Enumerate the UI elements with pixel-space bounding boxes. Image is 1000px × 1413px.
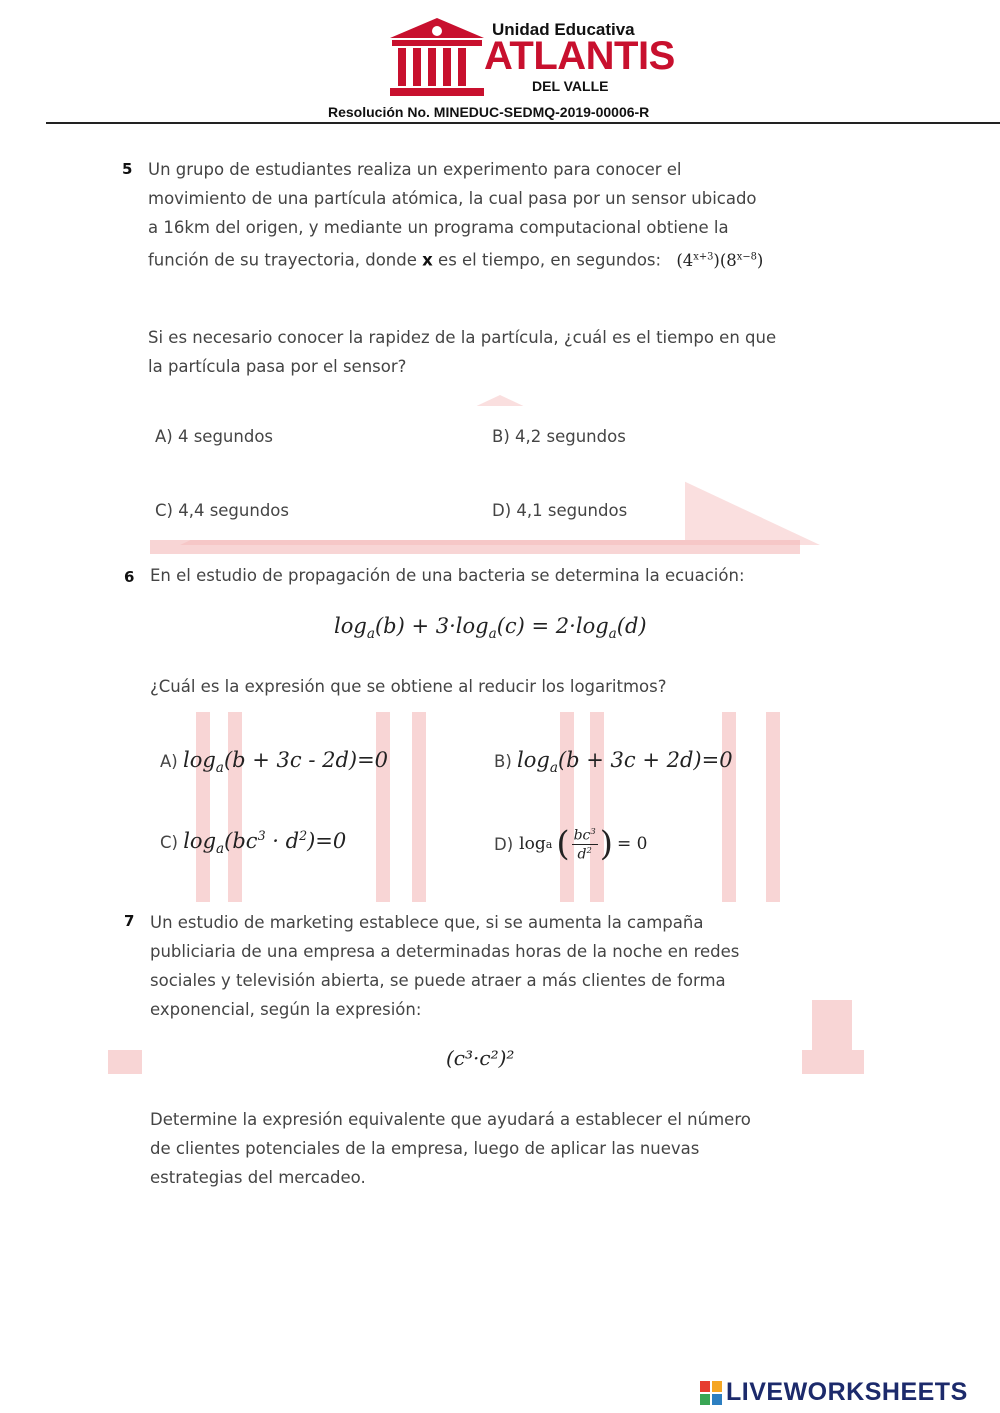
brand-name: ATLANTIS <box>484 34 675 78</box>
text-line <box>148 242 848 275</box>
text-line: Si es necesario conocer la rapidez de la partícula, ¿cuál es el tiempo en que <box>148 328 777 347</box>
option-expr-text: (b + 3c + 2d)=0 <box>557 748 733 772</box>
option-expression: $\log_a(b + 3c - 2d)=0$ <box>182 748 389 777</box>
option-label: A) <box>160 752 178 771</box>
trajectory-formula: $(4^{x+3})(8^{x-8})$ <box>676 250 764 270</box>
option-a[interactable]: A) 4 segundos <box>155 427 274 446</box>
question-7-statement <box>150 908 810 1024</box>
question-5-statement <box>148 155 848 275</box>
question-6-intro: En el estudio de propagación de una bacteria se determina la ecuación: <box>150 566 745 585</box>
text-line: exponencial, según la expresión: <box>150 1000 422 1019</box>
resolution-number: Resolución No. MINEDUC-SEDMQ-2019-00006-R <box>328 104 650 120</box>
text-line: publiciaria de una empresa a determinadas horas de la noche en redes <box>150 942 740 961</box>
text-line: movimiento de una partícula atómica, la cual pasa por un sensor ubicado <box>148 189 757 208</box>
option-expression: $\log_a(bc^3 \cdot d^2)=0$ <box>183 828 347 858</box>
question-7-prompt <box>150 1105 830 1192</box>
formula-base: 8 <box>726 250 737 270</box>
header-divider <box>46 122 1000 124</box>
option-a[interactable] <box>160 748 388 776</box>
question-5-prompt <box>148 323 848 381</box>
formula-exponent: x+3 <box>693 251 714 262</box>
log-equation: $\log_a(b) + 3\cdot\log_a(c) = 2\cdot\log_a(d)$ <box>334 614 647 643</box>
formula-base: 4 <box>682 250 694 270</box>
watermark-column <box>196 712 210 902</box>
option-b[interactable]: B) 4,2 segundos <box>492 427 626 446</box>
option-expr-text: = 0 <box>617 834 648 854</box>
option-d[interactable]: D) 4,1 segundos <box>492 501 628 520</box>
question-number-6: 6 <box>124 568 135 586</box>
text-line: sociales y televisión abierta, se puede atraer a más clientes de forma <box>150 971 726 990</box>
option-expr-text: =0 <box>315 829 347 853</box>
text-line: de clientes potenciales de la empresa, luego de aplicar las nuevas <box>150 1139 700 1158</box>
watermark-block <box>150 540 800 554</box>
watermark-column <box>560 712 574 902</box>
text-line: estrategias del mercadeo. <box>150 1168 366 1187</box>
formula-exponent: x−8 <box>736 251 757 262</box>
text-line: Un estudio de marketing establece que, si se aumenta la campaña <box>150 913 704 932</box>
option-c[interactable]: C) 4,4 segundos <box>155 501 289 520</box>
text-line: a 16km del origen, y mediante un programa computacional obtiene la <box>148 218 729 237</box>
liveworksheets-icon <box>700 1381 722 1405</box>
option-expression: log a ( $bc^3$ $d^2$ ) = 0 <box>519 824 648 864</box>
brand-top: Unidad Educativa <box>492 20 635 39</box>
variable-x: x <box>422 250 433 270</box>
school-building-logo <box>388 16 486 98</box>
option-b[interactable] <box>494 748 733 776</box>
question-6-prompt: ¿Cuál es la expresión que se obtiene al reducir los logaritmos? <box>150 677 667 696</box>
watermark-column <box>590 712 604 902</box>
option-d[interactable] <box>494 824 647 864</box>
watermark-column <box>766 712 780 902</box>
option-label: C) <box>160 833 178 852</box>
text-line: Determine la expresión equivalente que ayudará a establecer el número <box>150 1110 751 1129</box>
exponential-expression: (c³·c²)² <box>446 1046 515 1070</box>
watermark-column <box>722 712 736 902</box>
watermark-column <box>412 712 426 902</box>
text-span: función de su trayectoria, donde <box>148 250 423 270</box>
option-label: B) <box>494 752 512 771</box>
watermark-column <box>228 712 242 902</box>
option-label: D) <box>494 834 514 854</box>
text-line: Un grupo de estudiantes realiza un experimento para conocer el <box>148 160 682 179</box>
option-c[interactable] <box>160 828 346 857</box>
watermark-column <box>376 712 390 902</box>
footer-brand: LIVEWORKSHEETS <box>726 1378 968 1406</box>
option-expression: $\log_a(b + 3c + 2d)=0$ <box>517 748 733 777</box>
liveworksheets-logo[interactable] <box>700 1378 968 1407</box>
text-line: la partícula pasa por el sensor? <box>148 357 407 376</box>
text-span: es el tiempo, en segundos: <box>432 250 662 270</box>
option-expr-text: (b + 3c - 2d)=0 <box>223 748 389 772</box>
watermark-step <box>812 1000 852 1050</box>
brand-subtitle: DEL VALLE <box>532 78 609 94</box>
question-number-5: 5 <box>122 160 133 178</box>
question-number-7: 7 <box>124 912 135 930</box>
